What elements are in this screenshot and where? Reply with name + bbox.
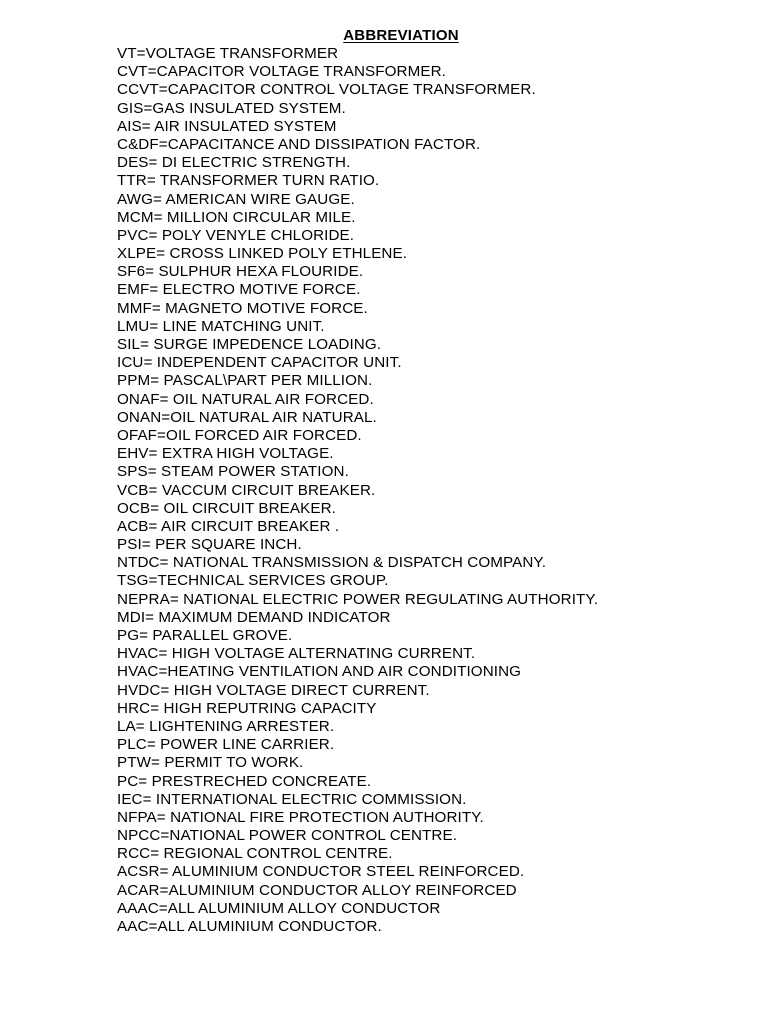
abbreviation-item: ONAF= OIL NATURAL AIR FORCED. — [117, 390, 374, 408]
abbreviation-item: HVAC= HIGH VOLTAGE ALTERNATING CURRENT. — [117, 645, 476, 663]
abbreviation-item: MDI= MAXIMUM DEMAND INDICATOR — [117, 608, 391, 626]
abbreviation-item: PC= PRESTRECHED CONCREATE. — [117, 772, 372, 790]
abbreviation-item: MMF= MAGNETO MOTIVE FORCE. — [117, 299, 368, 317]
abbreviation-item: ONAN=OIL NATURAL AIR NATURAL. — [117, 408, 377, 426]
abbreviation-item: AAAC=ALL ALUMINIUM ALLOY CONDUCTOR — [117, 899, 441, 917]
abbreviation-item: EHV= EXTRA HIGH VOLTAGE. — [117, 445, 334, 463]
abbreviation-item: SIL= SURGE IMPEDENCE LOADING. — [117, 336, 382, 353]
abbreviation-item: VCB= VACCUM CIRCUIT BREAKER. — [117, 481, 376, 499]
abbreviation-item: HVDC= HIGH VOLTAGE DIRECT CURRENT. — [117, 681, 430, 699]
abbreviation-item: EMF= ELECTRO MOTIVE FORCE. — [117, 281, 361, 299]
abbreviation-item: XLPE= CROSS LINKED POLY ETHLENE. — [117, 245, 408, 263]
abbreviation-item: SPS= STEAM POWER STATION. — [117, 463, 349, 481]
abbreviation-list — [117, 45, 598, 936]
abbreviation-item: ACSR= ALUMINIUM CONDUCTOR STEEL REINFORCED. — [117, 863, 525, 881]
abbreviation-item: ACAR=ALUMINIUM CONDUCTOR ALLOY REINFORCED — [117, 881, 517, 899]
abbreviation-item: CVT=CAPACITOR VOLTAGE TRANSFORMER. — [117, 63, 446, 81]
abbreviation-item: OCB= OIL CIRCUIT BREAKER. — [117, 499, 336, 517]
abbreviation-item: PTW= PERMIT TO WORK. — [117, 754, 304, 772]
abbreviation-item: LMU= LINE MATCHING UNIT. — [117, 317, 325, 335]
abbreviation-item: CCVT=CAPACITOR CONTROL VOLTAGE TRANSFORMER. — [117, 81, 536, 99]
abbreviation-item: PPM= PASCAL\PART PER MILLION. — [117, 372, 373, 390]
abbreviation-item: HVAC=HEATING VENTILATION AND AIR CONDITIONING — [117, 663, 522, 681]
abbreviation-item: PVC= POLY VENYLE CHLORIDE. — [117, 226, 355, 244]
abbreviation-item: LA= LIGHTENING ARRESTER. — [117, 717, 335, 735]
abbreviation-item: PLC= POWER LINE CARRIER. — [117, 736, 335, 754]
abbreviation-item: IEC= INTERNATIONAL ELECTRIC COMMISSION. — [117, 790, 467, 808]
abbreviation-item: TTR= TRANSFORMER TURN RATIO. — [117, 172, 380, 190]
abbreviation-item: MCM= MILLION CIRCULAR MILE. — [117, 208, 356, 226]
page-title: ABBREVIATION — [343, 27, 459, 44]
abbreviation-item: VT=VOLTAGE TRANSFORMER — [117, 45, 339, 62]
abbreviation-item: NEPRA= NATIONAL ELECTRIC POWER REGULATING AUTHORITY. — [117, 590, 599, 608]
abbreviation-item: PG= PARALLEL GROVE. — [117, 627, 293, 644]
abbreviation-item: AIS= AIR INSULATED SYSTEM — [117, 117, 337, 135]
abbreviation-item: DES= DI ELECTRIC STRENGTH. — [117, 154, 351, 172]
abbreviation-item: OFAF=OIL FORCED AIR FORCED. — [117, 426, 362, 444]
abbreviation-item: SF6= SULPHUR HEXA FLOURIDE. — [117, 263, 364, 281]
abbreviation-item: NPCC=NATIONAL POWER CONTROL CENTRE. — [117, 827, 458, 845]
abbreviation-item: ACB= AIR CIRCUIT BREAKER . — [117, 517, 340, 535]
abbreviation-item: C&DF=CAPACITANCE AND DISSIPATION FACTOR. — [117, 135, 481, 153]
abbreviation-item: TSG=TECHNICAL SERVICES GROUP. — [117, 572, 389, 590]
abbreviation-item: AAC=ALL ALUMINIUM CONDUCTOR. — [117, 918, 382, 935]
abbreviation-item: RCC= REGIONAL CONTROL CENTRE. — [117, 845, 393, 863]
abbreviation-item: AWG= AMERICAN WIRE GAUGE. — [117, 190, 355, 208]
abbreviation-item: HRC= HIGH REPUTRING CAPACITY — [117, 699, 377, 717]
abbreviation-item: NFPA= NATIONAL FIRE PROTECTION AUTHORITY. — [117, 808, 484, 826]
abbreviation-item: ICU= INDEPENDENT CAPACITOR UNIT. — [117, 354, 402, 372]
abbreviation-item: PSI= PER SQUARE INCH. — [117, 536, 302, 554]
abbreviation-item: NTDC= NATIONAL TRANSMISSION & DISPATCH COMPANY. — [117, 554, 547, 572]
abbreviation-item: GIS=GAS INSULATED SYSTEM. — [117, 99, 346, 117]
